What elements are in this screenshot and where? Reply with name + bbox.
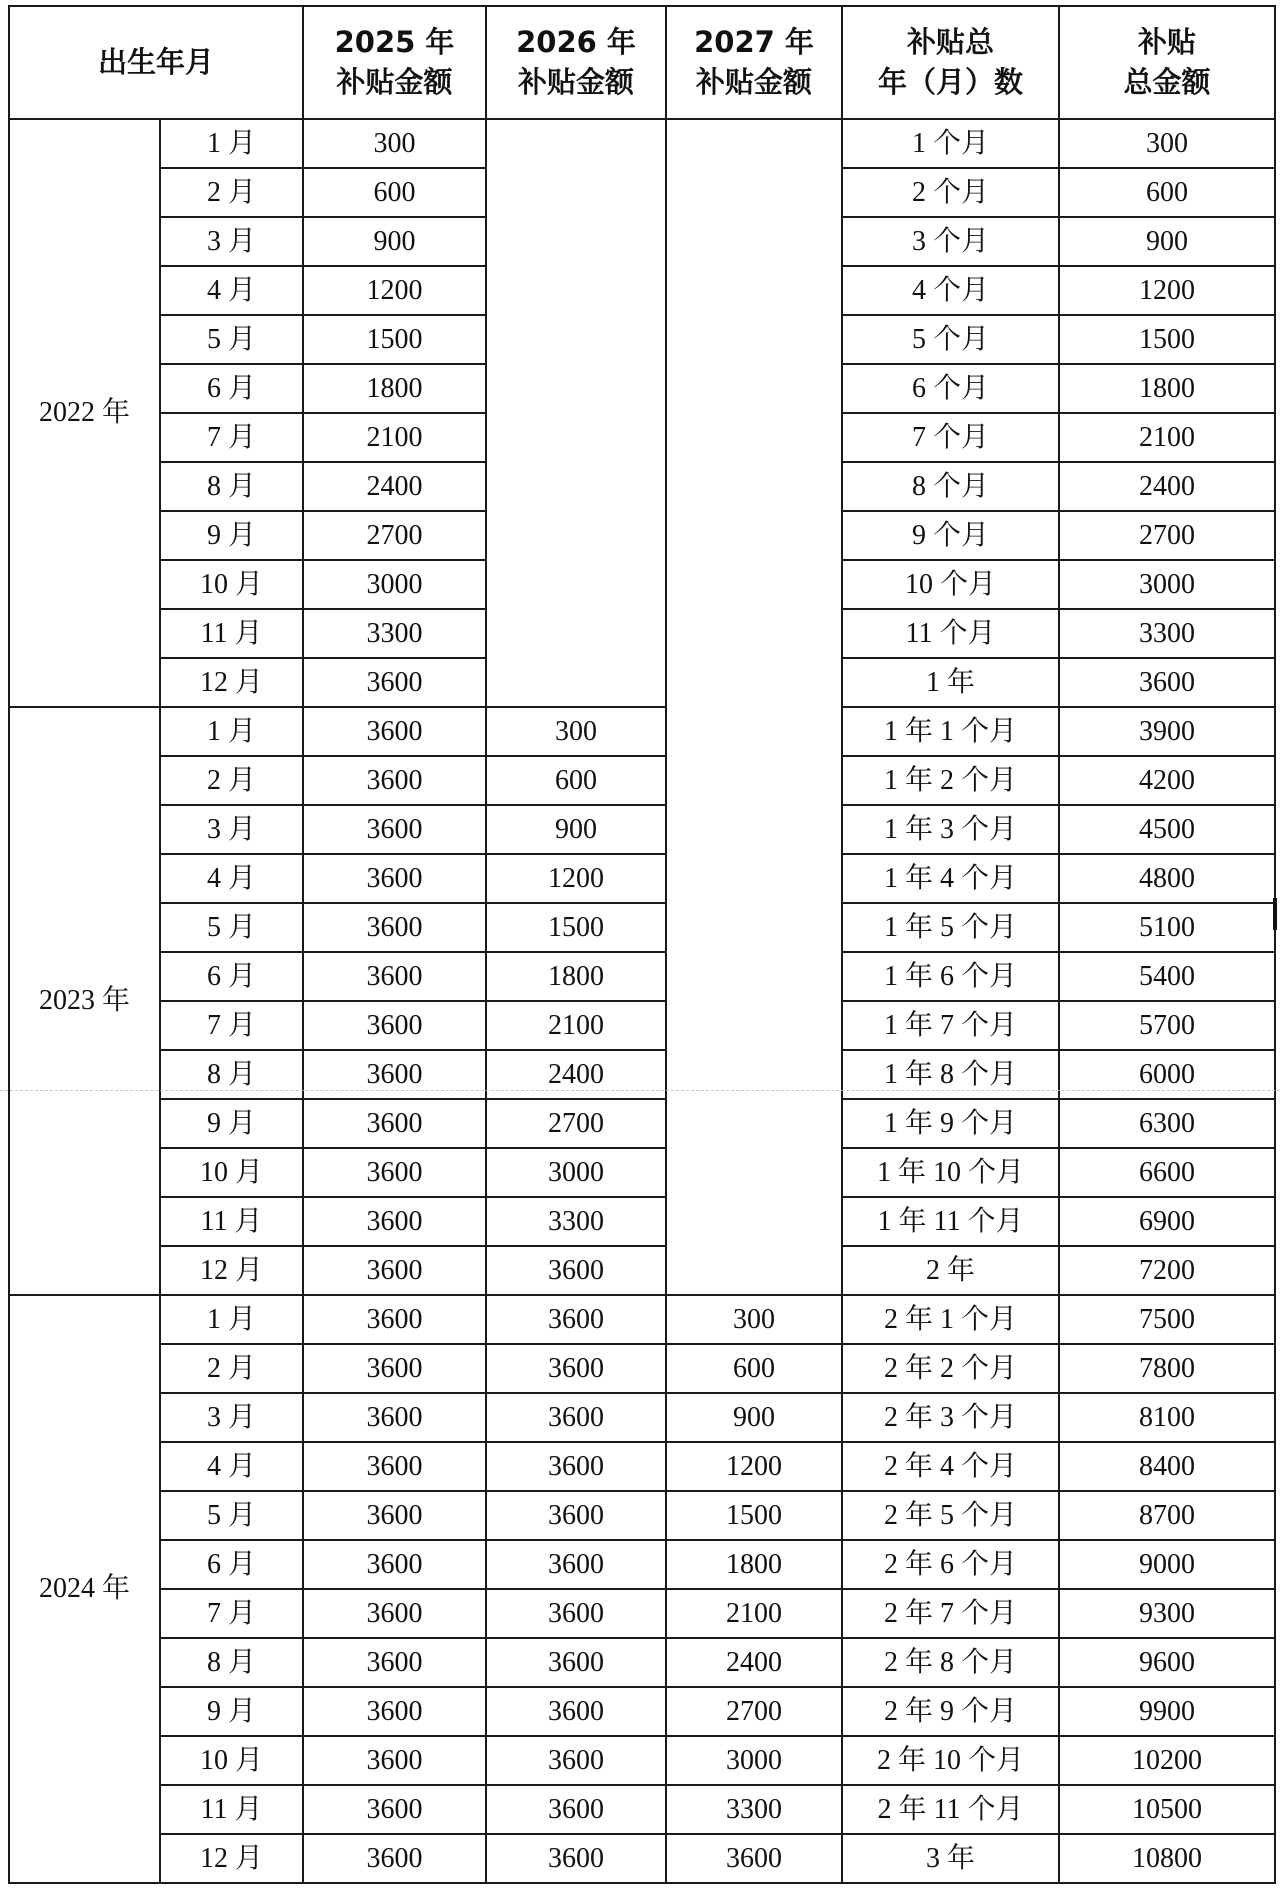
month-cell: 8 月 xyxy=(160,1638,303,1687)
amount-2027-cell: 3600 xyxy=(666,1834,842,1883)
duration-cell: 1 年 11 个月 xyxy=(842,1197,1059,1246)
amount-2026-cell: 1200 xyxy=(486,854,666,903)
total-cell: 2700 xyxy=(1059,511,1275,560)
subsidy-table xyxy=(8,5,1276,1884)
amount-2025-cell: 3600 xyxy=(303,1687,486,1736)
duration-cell: 1 年 xyxy=(842,658,1059,707)
amount-2026-cell: 3600 xyxy=(486,1687,666,1736)
month-cell: 2 月 xyxy=(160,1344,303,1393)
duration-cell: 1 年 10 个月 xyxy=(842,1148,1059,1197)
amount-2027-cell: 900 xyxy=(666,1393,842,1442)
duration-cell: 2 年 xyxy=(842,1246,1059,1295)
duration-cell: 10 个月 xyxy=(842,560,1059,609)
header-duration xyxy=(842,6,1059,119)
total-cell: 2400 xyxy=(1059,462,1275,511)
header-duration-line2: 年（月）数 xyxy=(878,64,1024,99)
month-cell: 8 月 xyxy=(160,1050,303,1099)
table-row xyxy=(9,1785,1275,1834)
amount-2026-cell: 1500 xyxy=(486,903,666,952)
total-cell: 7500 xyxy=(1059,1295,1275,1344)
table-row xyxy=(9,1638,1275,1687)
duration-cell: 1 年 1 个月 xyxy=(842,707,1059,756)
total-cell: 3300 xyxy=(1059,609,1275,658)
duration-cell: 2 年 1 个月 xyxy=(842,1295,1059,1344)
total-cell: 300 xyxy=(1059,119,1275,168)
amount-2025-cell: 3600 xyxy=(303,903,486,952)
header-row xyxy=(9,6,1275,119)
total-cell: 8700 xyxy=(1059,1491,1275,1540)
duration-cell: 1 年 9 个月 xyxy=(842,1099,1059,1148)
amount-2025-cell: 2700 xyxy=(303,511,486,560)
month-cell: 3 月 xyxy=(160,805,303,854)
table-row xyxy=(9,1393,1275,1442)
amount-2027-cell: 3000 xyxy=(666,1736,842,1785)
amount-2025-cell: 2400 xyxy=(303,462,486,511)
month-cell: 7 月 xyxy=(160,1001,303,1050)
total-cell: 10200 xyxy=(1059,1736,1275,1785)
year-cell: 2024 年 xyxy=(9,1295,160,1883)
table-body xyxy=(9,119,1275,1883)
table-header xyxy=(9,6,1275,119)
month-cell: 6 月 xyxy=(160,952,303,1001)
total-cell: 5700 xyxy=(1059,1001,1275,1050)
total-cell: 6900 xyxy=(1059,1197,1275,1246)
total-cell: 3900 xyxy=(1059,707,1275,756)
amount-2025-cell: 3600 xyxy=(303,1442,486,1491)
table-row xyxy=(9,756,1275,805)
header-total-line1: 补贴 xyxy=(1138,25,1197,60)
month-cell: 2 月 xyxy=(160,168,303,217)
month-cell: 3 月 xyxy=(160,1393,303,1442)
table-row xyxy=(9,1540,1275,1589)
table-row xyxy=(9,1295,1275,1344)
amount-2025-cell: 3300 xyxy=(303,609,486,658)
amount-2026-cell: 600 xyxy=(486,756,666,805)
amount-2025-cell: 1200 xyxy=(303,266,486,315)
amount-2027-cell: 2100 xyxy=(666,1589,842,1638)
amount-2025-cell: 3600 xyxy=(303,1491,486,1540)
table-row xyxy=(9,903,1275,952)
edge-mark xyxy=(1273,898,1277,930)
total-cell: 600 xyxy=(1059,168,1275,217)
amount-2025-cell: 1800 xyxy=(303,364,486,413)
month-cell: 7 月 xyxy=(160,413,303,462)
total-cell: 4200 xyxy=(1059,756,1275,805)
table-row xyxy=(9,1736,1275,1785)
amount-2026-cell: 3000 xyxy=(486,1148,666,1197)
header-duration-line1: 补贴总 xyxy=(907,25,995,60)
amount-2025-cell: 900 xyxy=(303,217,486,266)
amount-2026-cell: 3300 xyxy=(486,1197,666,1246)
duration-cell: 2 年 4 个月 xyxy=(842,1442,1059,1491)
month-cell: 6 月 xyxy=(160,1540,303,1589)
amount-2025-cell: 3600 xyxy=(303,658,486,707)
table-row xyxy=(9,952,1275,1001)
header-total-line2: 总金额 xyxy=(1123,64,1211,99)
amount-2026-cell: 3600 xyxy=(486,1246,666,1295)
month-cell: 8 月 xyxy=(160,462,303,511)
total-cell: 5400 xyxy=(1059,952,1275,1001)
amount-2025-cell: 3600 xyxy=(303,707,486,756)
duration-cell: 1 年 2 个月 xyxy=(842,756,1059,805)
amount-2025-cell: 3600 xyxy=(303,952,486,1001)
duration-cell: 2 年 2 个月 xyxy=(842,1344,1059,1393)
table-row xyxy=(9,1099,1275,1148)
amount-2025-cell: 3600 xyxy=(303,1589,486,1638)
amount-2026-cell: 3600 xyxy=(486,1393,666,1442)
amount-2026-cell: 3600 xyxy=(486,1344,666,1393)
month-cell: 6 月 xyxy=(160,364,303,413)
table-row xyxy=(9,1148,1275,1197)
amount-2025-cell: 3600 xyxy=(303,1638,486,1687)
duration-cell: 1 年 7 个月 xyxy=(842,1001,1059,1050)
total-cell: 10500 xyxy=(1059,1785,1275,1834)
month-cell: 5 月 xyxy=(160,1491,303,1540)
duration-cell: 1 年 3 个月 xyxy=(842,805,1059,854)
total-cell: 1200 xyxy=(1059,266,1275,315)
duration-cell: 11 个月 xyxy=(842,609,1059,658)
amount-2025-cell: 3600 xyxy=(303,1099,486,1148)
amount-2027-cell: 3300 xyxy=(666,1785,842,1834)
duration-cell: 3 年 xyxy=(842,1834,1059,1883)
year-cell: 2022 年 xyxy=(9,119,160,707)
header-2026 xyxy=(486,6,666,119)
amount-2025-cell: 600 xyxy=(303,168,486,217)
amount-2025-cell: 3600 xyxy=(303,1785,486,1834)
total-cell: 6300 xyxy=(1059,1099,1275,1148)
amount-2025-cell: 1500 xyxy=(303,315,486,364)
amount-2026-blank xyxy=(486,119,666,707)
table-row xyxy=(9,1687,1275,1736)
total-cell: 9300 xyxy=(1059,1589,1275,1638)
scan-seam xyxy=(0,1090,1280,1091)
duration-cell: 6 个月 xyxy=(842,364,1059,413)
amount-2025-cell: 3600 xyxy=(303,1344,486,1393)
month-cell: 1 月 xyxy=(160,707,303,756)
table-row xyxy=(9,1491,1275,1540)
total-cell: 3600 xyxy=(1059,658,1275,707)
duration-cell: 3 个月 xyxy=(842,217,1059,266)
total-cell: 8100 xyxy=(1059,1393,1275,1442)
total-cell: 9000 xyxy=(1059,1540,1275,1589)
header-2027-label: 补贴金额 xyxy=(696,64,813,99)
total-cell: 900 xyxy=(1059,217,1275,266)
total-cell: 6600 xyxy=(1059,1148,1275,1197)
amount-2026-cell: 3600 xyxy=(486,1834,666,1883)
month-cell: 1 月 xyxy=(160,119,303,168)
amount-2025-cell: 3600 xyxy=(303,756,486,805)
header-2026-label: 补贴金额 xyxy=(518,64,635,99)
month-cell: 5 月 xyxy=(160,315,303,364)
month-cell: 1 月 xyxy=(160,1295,303,1344)
month-cell: 4 月 xyxy=(160,854,303,903)
amount-2025-cell: 3600 xyxy=(303,1050,486,1099)
month-cell: 11 月 xyxy=(160,1785,303,1834)
duration-cell: 4 个月 xyxy=(842,266,1059,315)
total-cell: 9600 xyxy=(1059,1638,1275,1687)
amount-2026-cell: 3600 xyxy=(486,1589,666,1638)
duration-cell: 8 个月 xyxy=(842,462,1059,511)
duration-cell: 9 个月 xyxy=(842,511,1059,560)
month-cell: 2 月 xyxy=(160,756,303,805)
duration-cell: 2 年 10 个月 xyxy=(842,1736,1059,1785)
duration-cell: 2 年 9 个月 xyxy=(842,1687,1059,1736)
month-cell: 9 月 xyxy=(160,1099,303,1148)
amount-2025-cell: 3600 xyxy=(303,1540,486,1589)
amount-2026-cell: 3600 xyxy=(486,1785,666,1834)
duration-cell: 2 年 8 个月 xyxy=(842,1638,1059,1687)
duration-cell: 1 年 4 个月 xyxy=(842,854,1059,903)
month-cell: 9 月 xyxy=(160,511,303,560)
header-total xyxy=(1059,6,1275,119)
table-row xyxy=(9,805,1275,854)
amount-2025-cell: 3600 xyxy=(303,854,486,903)
table-row xyxy=(9,1001,1275,1050)
amount-2027-cell: 1500 xyxy=(666,1491,842,1540)
year-cell: 2023 年 xyxy=(9,707,160,1295)
amount-2026-cell: 3600 xyxy=(486,1638,666,1687)
amount-2025-cell: 3000 xyxy=(303,560,486,609)
header-2026-year: 2026 年 xyxy=(516,25,636,60)
total-cell: 7800 xyxy=(1059,1344,1275,1393)
month-cell: 11 月 xyxy=(160,609,303,658)
table-row xyxy=(9,1246,1275,1295)
header-2027-year: 2027 年 xyxy=(694,25,814,60)
table-row xyxy=(9,1442,1275,1491)
amount-2026-cell: 3600 xyxy=(486,1442,666,1491)
amount-2025-cell: 3600 xyxy=(303,1197,486,1246)
amount-2025-cell: 3600 xyxy=(303,1295,486,1344)
duration-cell: 1 年 6 个月 xyxy=(842,952,1059,1001)
subsidy-table-sheet xyxy=(8,5,1274,1881)
duration-cell: 2 个月 xyxy=(842,168,1059,217)
month-cell: 7 月 xyxy=(160,1589,303,1638)
total-cell: 3000 xyxy=(1059,560,1275,609)
header-2025 xyxy=(303,6,486,119)
amount-2026-cell: 300 xyxy=(486,707,666,756)
amount-2027-cell: 300 xyxy=(666,1295,842,1344)
table-row xyxy=(9,707,1275,756)
amount-2025-cell: 3600 xyxy=(303,1246,486,1295)
amount-2026-cell: 2100 xyxy=(486,1001,666,1050)
total-cell: 2100 xyxy=(1059,413,1275,462)
total-cell: 8400 xyxy=(1059,1442,1275,1491)
table-row xyxy=(9,1344,1275,1393)
total-cell: 10800 xyxy=(1059,1834,1275,1883)
duration-cell: 2 年 6 个月 xyxy=(842,1540,1059,1589)
header-2027 xyxy=(666,6,842,119)
table-row xyxy=(9,1834,1275,1883)
amount-2026-cell: 2400 xyxy=(486,1050,666,1099)
duration-cell: 2 年 5 个月 xyxy=(842,1491,1059,1540)
duration-cell: 2 年 7 个月 xyxy=(842,1589,1059,1638)
header-2025-label: 补贴金额 xyxy=(336,64,453,99)
duration-cell: 1 年 5 个月 xyxy=(842,903,1059,952)
amount-2025-cell: 3600 xyxy=(303,1001,486,1050)
total-cell: 5100 xyxy=(1059,903,1275,952)
month-cell: 10 月 xyxy=(160,560,303,609)
duration-cell: 2 年 3 个月 xyxy=(842,1393,1059,1442)
table-row xyxy=(9,119,1275,168)
amount-2026-cell: 3600 xyxy=(486,1295,666,1344)
month-cell: 12 月 xyxy=(160,1246,303,1295)
month-cell: 11 月 xyxy=(160,1197,303,1246)
amount-2025-cell: 3600 xyxy=(303,1736,486,1785)
month-cell: 10 月 xyxy=(160,1148,303,1197)
header-birth xyxy=(9,6,303,119)
duration-cell: 2 年 11 个月 xyxy=(842,1785,1059,1834)
total-cell: 4500 xyxy=(1059,805,1275,854)
amount-2026-cell: 3600 xyxy=(486,1736,666,1785)
duration-cell: 7 个月 xyxy=(842,413,1059,462)
amount-2025-cell: 3600 xyxy=(303,805,486,854)
month-cell: 10 月 xyxy=(160,1736,303,1785)
amount-2026-cell: 3600 xyxy=(486,1540,666,1589)
duration-cell: 1 年 8 个月 xyxy=(842,1050,1059,1099)
amount-2027-cell: 2400 xyxy=(666,1638,842,1687)
amount-2027-blank xyxy=(666,119,842,1295)
table-row xyxy=(9,1050,1275,1099)
header-birth-label: 出生年月 xyxy=(98,44,215,79)
amount-2027-cell: 1800 xyxy=(666,1540,842,1589)
amount-2025-cell: 300 xyxy=(303,119,486,168)
amount-2026-cell: 3600 xyxy=(486,1491,666,1540)
amount-2027-cell: 2700 xyxy=(666,1687,842,1736)
total-cell: 6000 xyxy=(1059,1050,1275,1099)
amount-2027-cell: 600 xyxy=(666,1344,842,1393)
amount-2026-cell: 1800 xyxy=(486,952,666,1001)
month-cell: 12 月 xyxy=(160,1834,303,1883)
amount-2025-cell: 2100 xyxy=(303,413,486,462)
total-cell: 1800 xyxy=(1059,364,1275,413)
total-cell: 7200 xyxy=(1059,1246,1275,1295)
duration-cell: 1 个月 xyxy=(842,119,1059,168)
header-2025-year: 2025 年 xyxy=(334,25,455,60)
amount-2025-cell: 3600 xyxy=(303,1834,486,1883)
table-row xyxy=(9,1589,1275,1638)
amount-2026-cell: 900 xyxy=(486,805,666,854)
table-row xyxy=(9,1197,1275,1246)
amount-2027-cell: 1200 xyxy=(666,1442,842,1491)
total-cell: 4800 xyxy=(1059,854,1275,903)
amount-2025-cell: 3600 xyxy=(303,1393,486,1442)
month-cell: 5 月 xyxy=(160,903,303,952)
month-cell: 4 月 xyxy=(160,266,303,315)
total-cell: 9900 xyxy=(1059,1687,1275,1736)
amount-2025-cell: 3600 xyxy=(303,1148,486,1197)
month-cell: 9 月 xyxy=(160,1687,303,1736)
month-cell: 4 月 xyxy=(160,1442,303,1491)
duration-cell: 5 个月 xyxy=(842,315,1059,364)
total-cell: 1500 xyxy=(1059,315,1275,364)
month-cell: 12 月 xyxy=(160,658,303,707)
table-row xyxy=(9,854,1275,903)
month-cell: 3 月 xyxy=(160,217,303,266)
amount-2026-cell: 2700 xyxy=(486,1099,666,1148)
